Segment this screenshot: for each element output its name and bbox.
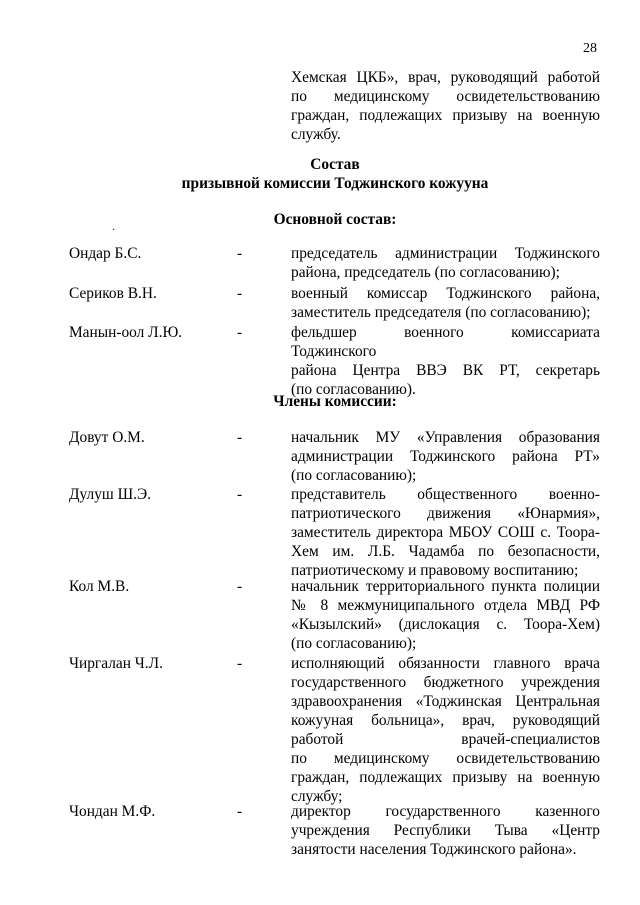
intro-line: Хемская ЦКБ», врач, руководящий работой	[291, 69, 600, 86]
main-composition-heading: Основной состав:	[273, 211, 397, 228]
role-line: граждан, подлежащих призыву на военную	[291, 769, 600, 786]
title-line-2: призывной комиссии Тоджинского кожууна	[181, 175, 489, 192]
member-dash: -	[237, 578, 243, 595]
role-line: здравоохранения «Тоджинская Центральная	[291, 693, 600, 710]
member-role	[291, 654, 600, 806]
role-line: занятости населения Тоджинского района».	[291, 841, 577, 858]
role-line: заместитель председателя (по согласованию);	[291, 304, 591, 321]
role-line: № 8 межмуниципального отдела МВД РФ	[291, 597, 600, 614]
member-name: Кол М.В.	[69, 578, 130, 595]
role-line: начальник территориального пункта полиции	[291, 578, 600, 595]
member-dash: -	[237, 324, 243, 341]
role-line: начальник МУ «Управления образования	[291, 429, 600, 446]
role-line: района Центра ВВЭ ВК РТ, секретарь	[291, 362, 600, 379]
role-line: службу;	[291, 788, 343, 805]
member-role	[291, 577, 600, 653]
member-name: Чондан М.Ф.	[69, 803, 156, 820]
role-line: патриотического движения «Юнармия»,	[291, 505, 600, 522]
document-title	[0, 155, 640, 193]
role-line: патриотическому и правовому воспитанию;	[291, 562, 579, 579]
member-name: Довут О.М.	[69, 429, 145, 446]
role-line: представитель общественного военно-	[291, 486, 600, 503]
intro-line: службу.	[291, 126, 341, 143]
role-line: государственного бюджетного учреждения	[291, 674, 600, 691]
role-line: военный комиссар Тоджинского района,	[291, 285, 600, 302]
member-role	[291, 323, 600, 399]
member-dash: -	[237, 803, 243, 820]
intro-line: граждан, подлежащих призыву на военную	[291, 107, 600, 124]
role-line: учреждения Республики Тыва «Центр	[291, 822, 600, 839]
role-line: (по согласованию);	[291, 635, 417, 652]
member-name: Ондар Б.С.	[69, 245, 142, 262]
stray-mark: ·	[112, 225, 116, 236]
role-line: администрации Тоджинского района РТ»	[291, 448, 600, 465]
member-dash: -	[237, 245, 243, 262]
member-name: Сериков В.Н.	[69, 285, 157, 302]
member-dash: -	[237, 655, 243, 672]
role-line: «Кызылский» (дислокация с. Тоора-Хем)	[291, 616, 600, 633]
intro-line: по медицинскому освидетельствованию	[291, 88, 600, 105]
member-role	[291, 284, 600, 322]
role-line: (по согласованию).	[291, 381, 416, 398]
intro-paragraph	[291, 68, 600, 144]
title-line-1: Состав	[310, 156, 360, 173]
role-line: председатель администрации Тоджинского	[291, 245, 600, 262]
member-name: Манын-оол Л.Ю.	[69, 324, 183, 341]
role-line: фельдшер военного комиссариата Тоджинского	[291, 324, 600, 360]
member-dash: -	[237, 429, 243, 446]
member-role	[291, 485, 600, 580]
role-line: Хем им. Л.Б. Чадамба по безопасности,	[291, 543, 600, 560]
member-role	[291, 428, 600, 485]
commission-members-heading: Члены комиссии:	[273, 393, 397, 410]
member-name: Дулуш Ш.Э.	[69, 486, 151, 503]
member-dash: -	[237, 285, 243, 302]
role-line: кожууная больница», врач, руководящий	[291, 712, 600, 729]
role-line: по медицинскому освидетельствованию	[291, 750, 600, 767]
member-name: Чиргалан Ч.Л.	[69, 655, 163, 672]
role-line: работой врачей-специалистов	[291, 731, 600, 748]
page-number: 28	[583, 41, 597, 56]
member-role	[291, 802, 600, 859]
member-role	[291, 244, 600, 282]
role-line: исполняющий обязанности главного врача	[291, 655, 600, 672]
role-line: (по согласованию);	[291, 467, 417, 484]
role-line: заместитель директора МБОУ СОШ с. Тоора-	[291, 524, 600, 541]
member-dash: -	[237, 486, 243, 503]
role-line: района, председатель (по согласованию);	[291, 264, 560, 281]
role-line: директор государственного казенного	[291, 803, 600, 820]
